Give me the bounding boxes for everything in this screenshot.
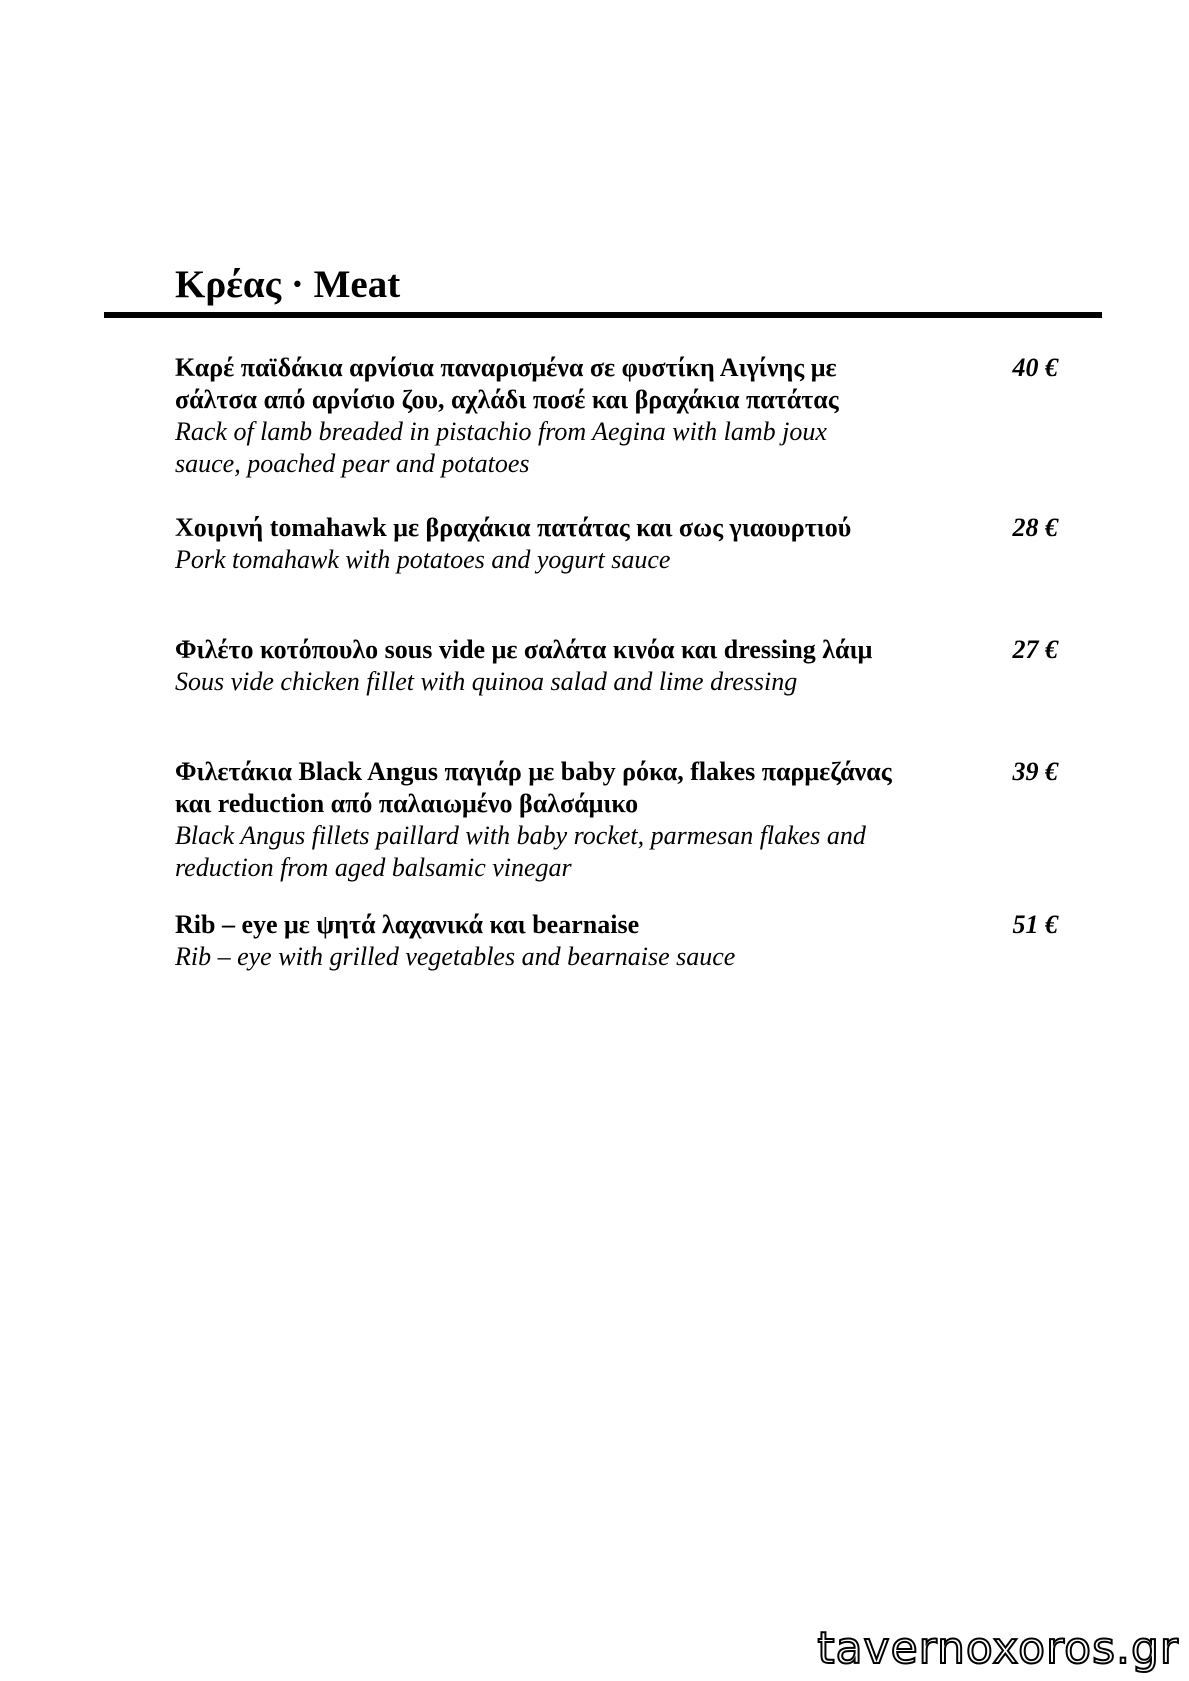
item-description: Rack of lamb breaded in pistachio from Aegina with lamb joux sauce, poached pear and potatoes bbox=[175, 417, 827, 478]
item-name: Καρέ παϊδάκια αρνίσια παναρισμένα σε φυστίκη Αιγίνης με σάλτσα από αρνίσιο ζου, αχλάδι ποσέ και βραχάκια πατάτας bbox=[175, 353, 839, 414]
item-price: 39 € bbox=[1012, 757, 1058, 786]
item-price: 27 € bbox=[1012, 635, 1058, 664]
item-price: 28 € bbox=[1012, 513, 1058, 542]
item-description: Pork tomahawk with potatoes and yogurt sauce bbox=[175, 545, 671, 574]
item-description: Black Angus fillets paillard with baby rocket, parmesan flakes and reduction from aged balsamic vinegar bbox=[175, 821, 866, 882]
item-name: Φιλέτο κοτόπουλο sous vide με σαλάτα κινόα και dressing λάιμ bbox=[175, 635, 873, 664]
page-title: Κρέας · Meat bbox=[175, 263, 401, 306]
menu-item-black-angus bbox=[175, 756, 1073, 884]
item-name: Φιλετάκια Black Angus παγιάρ με baby ρόκα, flakes παρμεζάνας και reduction από παλαιωμένο βαλσάμικο bbox=[175, 757, 892, 818]
menu-item-chicken bbox=[175, 634, 1073, 698]
item-description: Rib – eye with grilled vegetables and bearnaise sauce bbox=[175, 942, 736, 971]
site-watermark: tavernoxoros.gr bbox=[817, 1623, 1179, 1674]
item-price: 51 € bbox=[1012, 910, 1058, 939]
menu-item-lamb bbox=[175, 352, 1073, 480]
title-divider bbox=[104, 312, 1102, 318]
item-name: Χοιρινή tomahawk με βραχάκια πατάτας και σως γιαουρτιού bbox=[175, 513, 852, 542]
item-description: Sous vide chicken fillet with quinoa salad and lime dressing bbox=[175, 667, 798, 696]
menu-item-pork bbox=[175, 512, 1073, 576]
item-name: Rib – eye με ψητά λαχανικά και bearnaise bbox=[175, 910, 640, 939]
menu-item-rib-eye bbox=[175, 909, 1073, 973]
item-price: 40 € bbox=[1012, 353, 1058, 382]
